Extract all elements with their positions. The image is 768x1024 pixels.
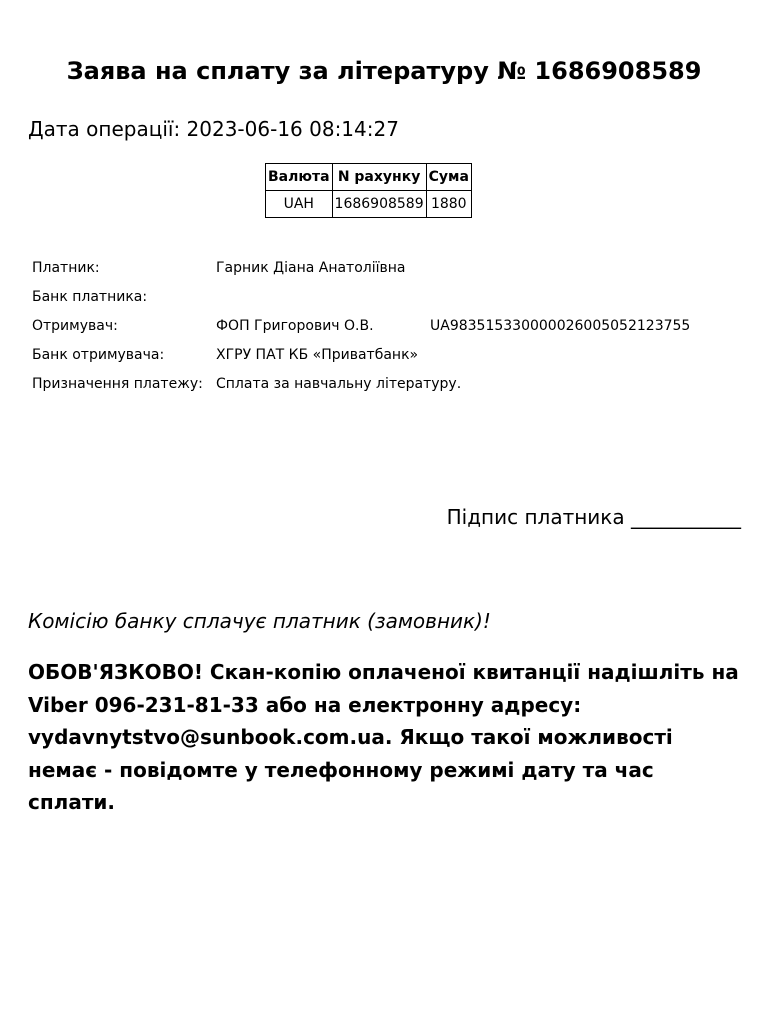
recipient-bank-label: Банк отримувача:	[32, 347, 165, 363]
payment-table-header-row	[266, 164, 472, 191]
payment-details	[28, 254, 694, 399]
recipient-bank-row	[28, 341, 694, 370]
recipient-label: Отримувач:	[32, 318, 118, 334]
payer-bank-value	[212, 283, 694, 312]
payer-value: Гарник Діана Анатоліївна	[216, 260, 406, 276]
payer-signature-line: Підпис платника ___________	[446, 505, 741, 529]
purpose-row	[28, 370, 694, 399]
payer-row	[28, 254, 694, 283]
commission-note: Комісію банку сплачує платник (замовник)!	[28, 609, 491, 633]
purpose-value: Сплата за навчальну літературу.	[216, 376, 462, 392]
recipient-iban: UA983515330000026005052123755	[430, 318, 691, 334]
purpose-label: Призначення платежу:	[32, 376, 203, 392]
sum-header: Сума	[426, 164, 471, 191]
recipient-row	[28, 312, 694, 341]
currency-header: Валюта	[266, 164, 333, 191]
account-number-value: 1686908589	[332, 191, 426, 218]
currency-value: UAH	[266, 191, 333, 218]
payer-bank-label: Банк платника:	[32, 289, 148, 305]
recipient-bank-value: ХГРУ ПАТ КБ «Приватбанк»	[216, 347, 419, 363]
payer-bank-row	[28, 283, 694, 312]
payer-label: Платник:	[32, 260, 100, 276]
mandatory-notice: ОБОВ'ЯЗКОВО! Скан-копію оплаченої квитанції надішліть на Viber 096-231-81-33 або на електронну адресу: vydavnytstvo@sunbook.com.ua. Якщо такої можливості немає - повідомте у телефонному режимі дату та час сплати.	[28, 660, 739, 814]
account-number-header: N рахунку	[332, 164, 426, 191]
document-title: Заява на сплату за літературу № 1686908589	[66, 57, 702, 85]
operation-date: Дата операції: 2023-06-16 08:14:27	[28, 117, 399, 141]
sum-value: 1880	[426, 191, 471, 218]
payment-table-row	[266, 191, 472, 218]
payment-table	[265, 163, 472, 218]
recipient-value: ФОП Григорович О.В.	[216, 318, 374, 334]
